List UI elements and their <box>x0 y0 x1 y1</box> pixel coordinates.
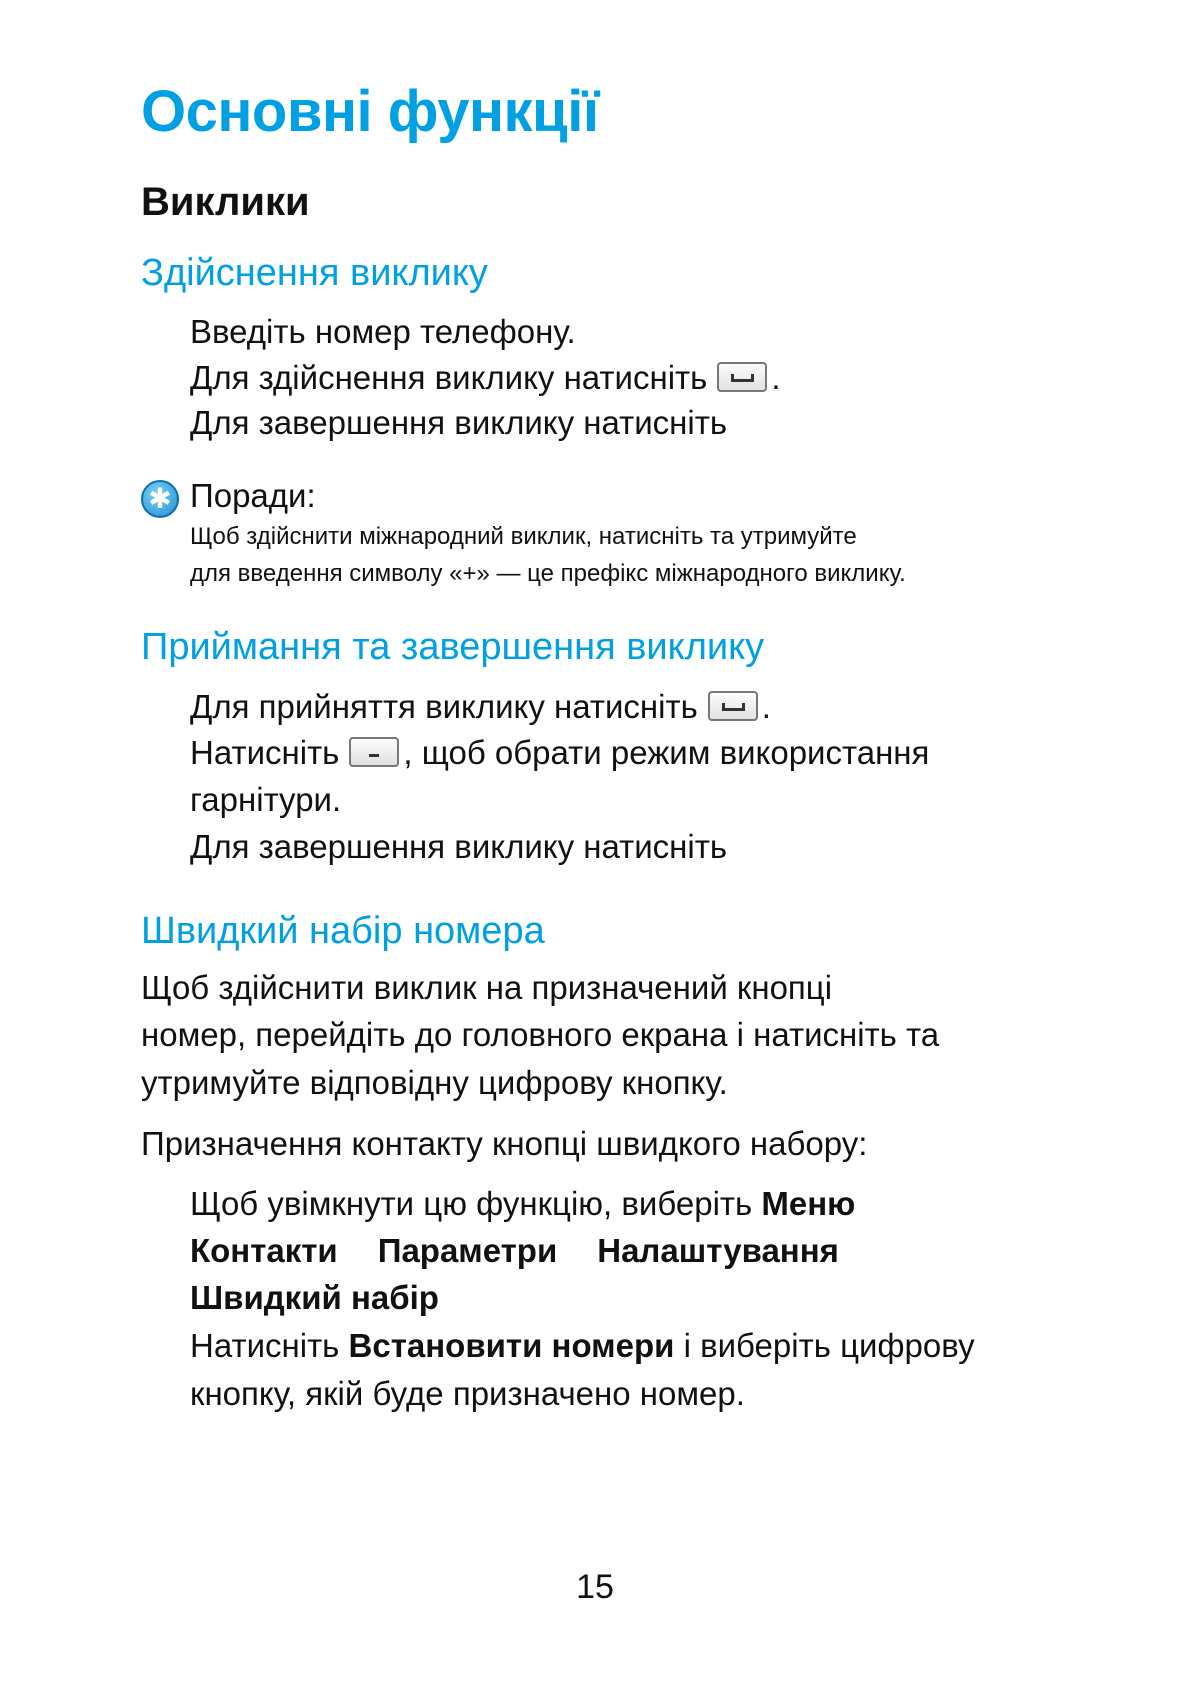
tip-line-1: Щоб здійснити міжнародний виклик, натисніть та утримуйте <box>190 523 857 550</box>
make-call-heading: Здійснення виклику <box>141 252 488 294</box>
speed-dial-step-2 <box>190 1326 975 1366</box>
answer-call-line-2-start: Натисніть <box>190 734 340 771</box>
speed-dial-heading: Швидкий набір номера <box>141 910 545 952</box>
make-call-line-2-text: Для здійснення виклику натисніть <box>190 359 708 396</box>
answer-call-line-1 <box>190 687 771 727</box>
section-title: Виклики <box>141 180 310 224</box>
contacts-label: Контакти <box>190 1232 338 1269</box>
answer-call-heading: Приймання та завершення виклику <box>141 626 765 668</box>
answer-call-line-1-end: . <box>761 688 771 725</box>
tip-line-2: для введення символу «+» — це префікс міжнародного виклику. <box>190 560 906 587</box>
soft-key-icon <box>349 737 399 767</box>
answer-call-line-2 <box>190 733 929 773</box>
make-call-line-3: Для завершення виклику натисніть <box>190 404 728 441</box>
speed-dial-para-2: Призначення контакту кнопці швидкого набору: <box>141 1125 868 1162</box>
settings-label: Налаштування <box>597 1232 839 1269</box>
speed-dial-para-1-line-1: Щоб здійснити виклик на призначений кнопці <box>141 969 833 1006</box>
answer-call-line-4: Для завершення виклику натисніть <box>190 828 728 865</box>
chapter-title: Основні функції <box>141 79 599 144</box>
answer-call-line-2-end: , щоб обрати режим використання <box>403 734 930 771</box>
step-2-end: і виберіть цифрову <box>683 1327 975 1364</box>
speed-dial-para-1-line-3: утримуйте відповідну цифрову кнопку. <box>141 1064 728 1101</box>
speed-dial-step-2-line-2: кнопку, якій буде призначено номер. <box>190 1375 745 1412</box>
page-number: 15 <box>576 1568 614 1606</box>
speed-dial-step-1 <box>190 1184 855 1224</box>
make-call-line-2-end: . <box>771 359 781 396</box>
make-call-line-1: Введіть номер телефону. <box>190 313 576 350</box>
speed-dial-para-1-line-2: номер, перейдіть до головного екрана і натисніть та <box>141 1016 940 1053</box>
speed-dial-menu-path <box>190 1231 839 1271</box>
answer-call-line-1-text: Для прийняття виклику натисніть <box>190 688 698 725</box>
tips-title: Поради: <box>190 477 316 514</box>
tips-icon: ✱ <box>141 480 179 518</box>
speed-dial-menu-path-2 <box>190 1278 439 1318</box>
step-2-start: Натисніть <box>190 1327 340 1364</box>
make-call-line-2 <box>190 358 781 398</box>
send-key-icon <box>717 362 767 392</box>
answer-call-line-3: гарнітури. <box>190 781 342 818</box>
send-key-icon <box>708 691 758 721</box>
parameters-label: Параметри <box>377 1232 558 1269</box>
step-1-text: Щоб увімкнути цю функцію, виберіть <box>190 1185 753 1222</box>
speed-dial-label: Швидкий набір <box>190 1279 439 1316</box>
set-numbers-label: Встановити номери <box>348 1327 675 1364</box>
menu-label: Меню <box>761 1185 856 1222</box>
